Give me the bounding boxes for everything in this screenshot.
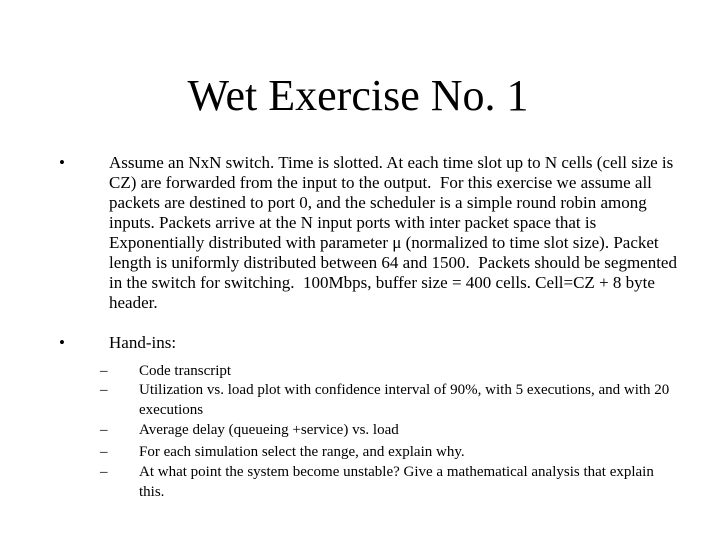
slide-title: Wet Exercise No. 1: [187, 71, 529, 120]
sub-bullet-text: At what point the system become unstable? Give a mathematical analysis that explain this.: [139, 464, 654, 500]
sub-bullet-marker: –: [100, 464, 108, 480]
sub-bullet-marker: –: [100, 382, 108, 398]
bullet-text-intro: Assume an NxN switch. Time is slotted. At each time slot up to N cells (cell size is CZ) are forwarded from the input to the output. For this exercise we assume all packets are destined to port 0, and the scheduler is a simple round robin among inputs. Packets arrive at the N input ports with inter packet space that is Exponentially distributed with parameter μ (normalized to time slot size). Packet length is uniformly distributed between 64 and 1500. Packets should be segmented in the switch for switching. 100Mbps, buffer size = 400 cells. Cell=CZ + 8 byte header.: [109, 153, 682, 312]
sub-bullet-text: For each simulation select the range, and explain why.: [139, 444, 465, 460]
sub-bullet-text: Utilization vs. load plot with confidence interval of 90%, with 5 executions, and with 20 executions: [139, 382, 670, 418]
sub-bullet-text: Code transcript: [139, 363, 232, 379]
sub-bullet-text: Average delay (queueing +service) vs. load: [139, 422, 399, 438]
sub-bullet-marker: –: [100, 363, 108, 379]
bullet-text-hand-ins: Hand-ins:: [109, 333, 177, 352]
bullet-marker: •: [59, 333, 65, 352]
bullet-marker: •: [59, 153, 65, 172]
sub-bullet-marker: –: [100, 444, 108, 460]
sub-bullet-marker: –: [100, 422, 108, 438]
